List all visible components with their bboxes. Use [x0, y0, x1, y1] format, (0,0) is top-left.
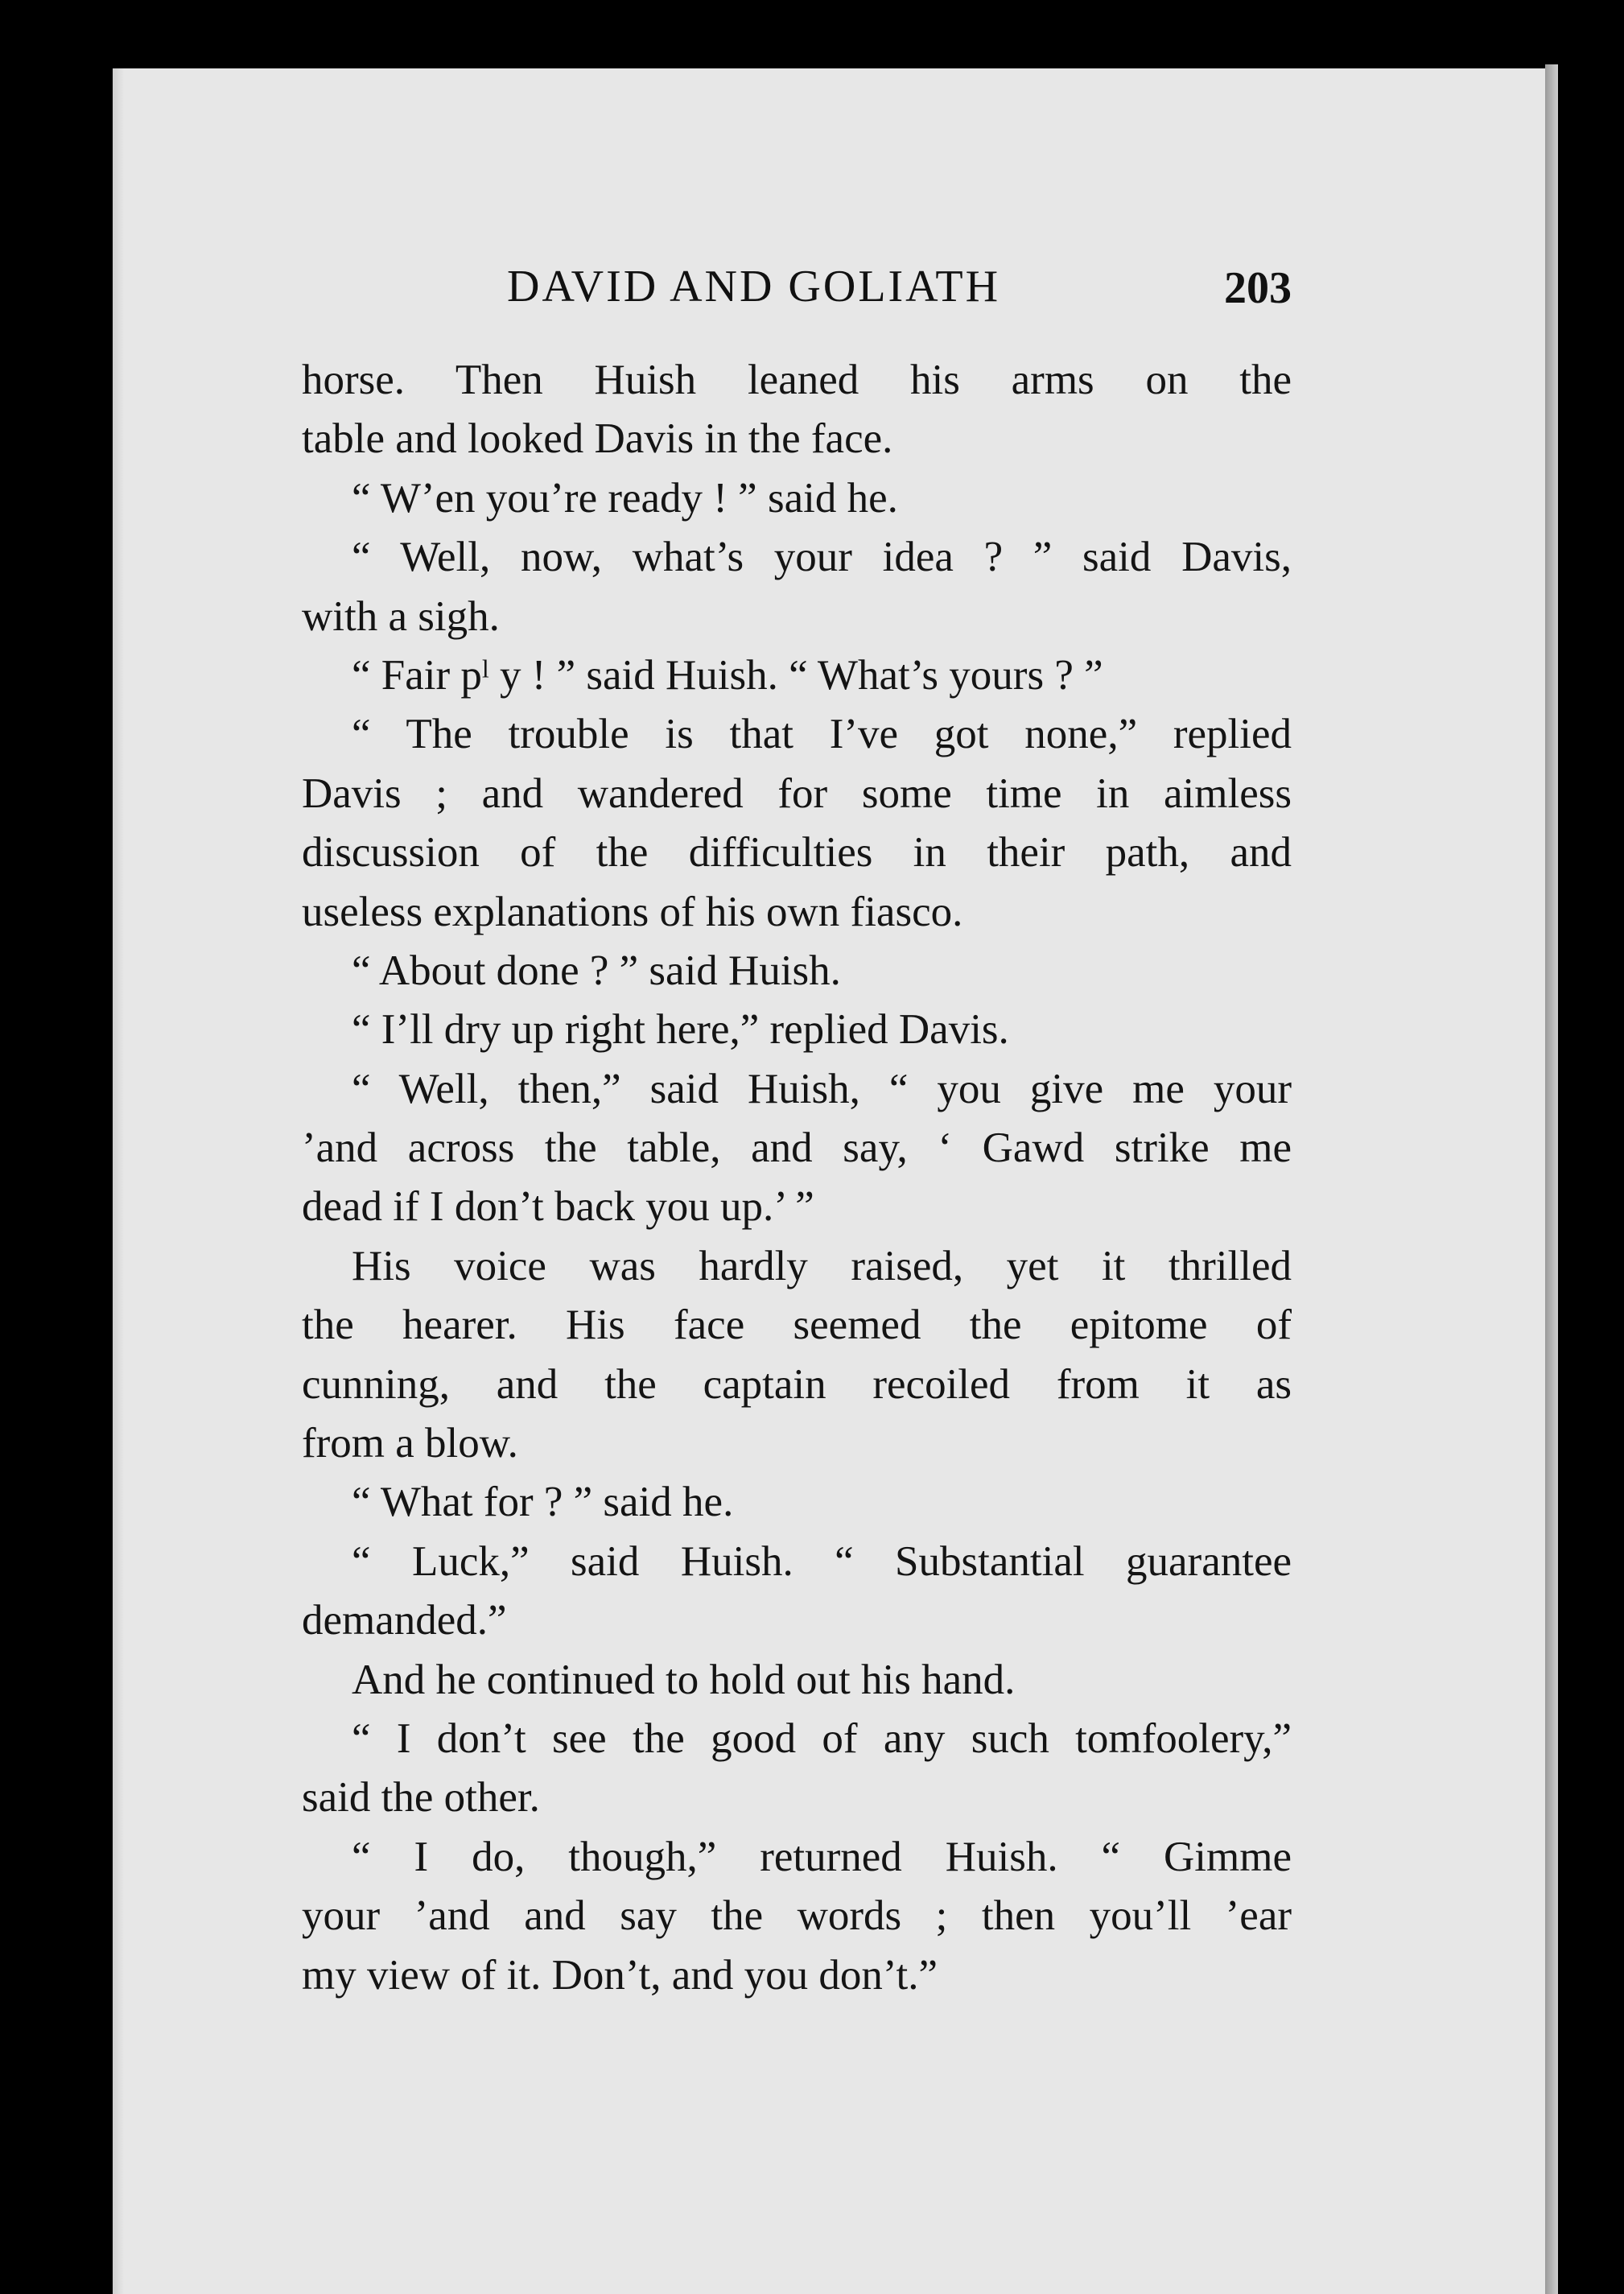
- text-line: useless explanations of his own fiasco.: [302, 888, 963, 935]
- text-line: “ The trouble is that I’ve got none,” replied: [352, 711, 1292, 758]
- page-edge-shadow: [1545, 64, 1558, 2294]
- text-line: my view of it. Don’t, and you don’t.”: [302, 1951, 938, 1999]
- text-line: “ Fair pˡ y ! ” said Huish. “ What’s yours ? ”: [352, 651, 1103, 699]
- text-line: “ Well, then,” said Huish, “ you give me your: [352, 1065, 1292, 1112]
- text-line: And he continued to hold out his hand.: [352, 1656, 1016, 1703]
- page-header: [302, 258, 1292, 322]
- text-line: your ’and and say the words ; then you’ll ’ear: [302, 1892, 1292, 1940]
- text-line: Davis ; and wandered for some time in aimless: [302, 769, 1292, 817]
- text-line: “ What for ? ” said he.: [352, 1479, 734, 1526]
- text-line: “ I do, though,” returned Huish. “ Gimme: [352, 1833, 1292, 1880]
- text-line: demanded.”: [302, 1597, 507, 1644]
- text-line: ’and across the table, and say, ‘ Gawd strike me: [302, 1124, 1292, 1172]
- text-line: His voice was hardly raised, yet it thrilled: [352, 1242, 1292, 1289]
- text-line: dead if I don’t back you up.’ ”: [302, 1183, 814, 1231]
- text-line: “ I don’t see the good of any such tomfoolery,”: [352, 1714, 1292, 1762]
- text-line: table and looked Davis in the face.: [302, 415, 893, 463]
- text-line: “ Well, now, what’s your idea ? ” said Davis,: [352, 534, 1292, 581]
- running-title: DAVID AND GOLIATH: [507, 262, 1001, 312]
- text-line: “ I’ll dry up right here,” replied Davis.: [352, 1006, 1009, 1054]
- text-line: “ About done ? ” said Huish.: [352, 947, 841, 994]
- page-number: 203: [1224, 263, 1292, 313]
- text-line: cunning, and the captain recoiled from it as: [302, 1360, 1292, 1408]
- text-line: horse. Then Huish leaned his arms on the: [302, 357, 1292, 403]
- text-line: said the other.: [302, 1774, 540, 1822]
- body-text: [302, 351, 1292, 2005]
- text-line: the hearer. His face seemed the epitome of: [302, 1302, 1292, 1349]
- page-gutter: [113, 68, 124, 2294]
- text-line: discussion of the difficulties in their path, and: [302, 829, 1292, 877]
- text-line: from a blow.: [302, 1420, 518, 1467]
- text-line: “ Luck,” said Huish. “ Substantial guarantee: [352, 1537, 1292, 1585]
- text-line: “ W’en you’re ready ! ” said he.: [352, 474, 898, 522]
- text-line: with a sigh.: [302, 592, 500, 640]
